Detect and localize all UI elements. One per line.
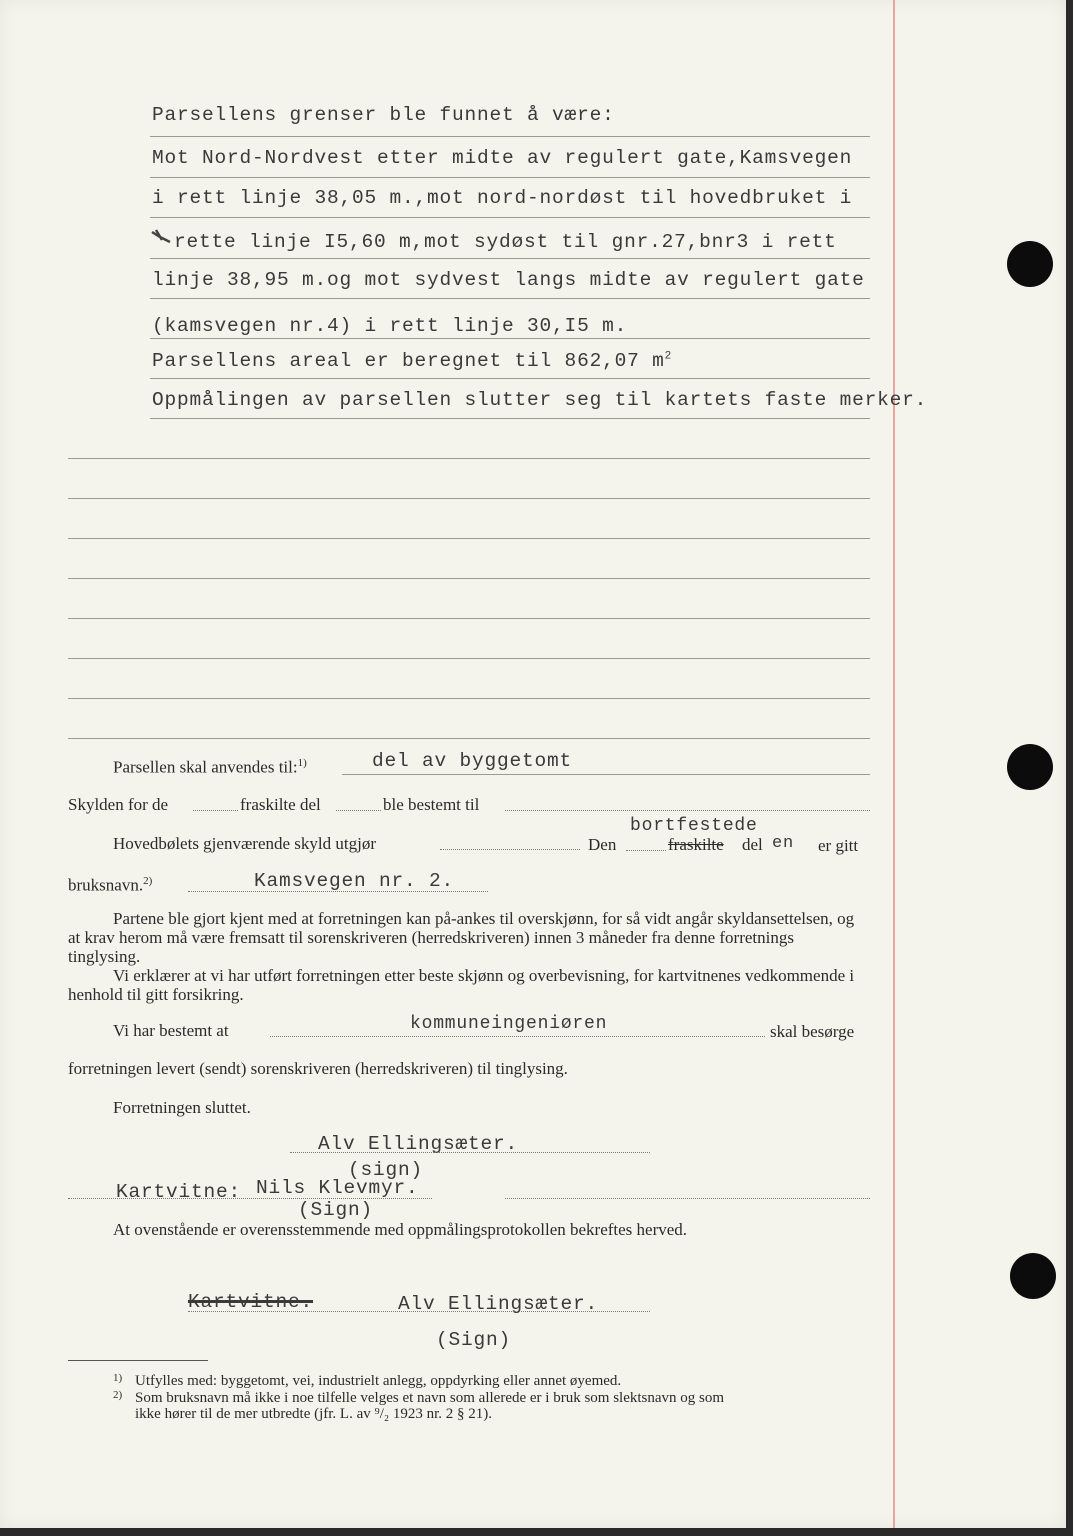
ruled-line — [150, 217, 870, 218]
kartvitne-label: Kartvitne: — [116, 1181, 242, 1203]
ruled-line — [150, 338, 870, 339]
signature-sign-3: (Sign) — [436, 1329, 512, 1351]
anvendes-value: del av byggetomt — [372, 750, 573, 772]
ruled-line — [68, 498, 870, 499]
ruled-line — [150, 378, 870, 379]
bortfestede-value: bortfestede — [630, 816, 758, 836]
footnote-1: Utfylles med: byggetomt, vei, industrielt anlegg, oppdyrking eller annet øyemed. — [135, 1373, 622, 1389]
signature-name-3: Alv Ellingsæter. — [398, 1293, 599, 1315]
typed-line-4: rette linje I5,60 m,mot sydøst til gnr.27,bnr3 i rett — [174, 231, 837, 253]
dotted-line — [626, 850, 666, 851]
bruksnavn-value: Kamsvegen nr. 2. — [254, 870, 455, 892]
struck-kartvitne: Kartvitne. — [188, 1291, 314, 1313]
ruled-line — [68, 458, 870, 459]
signature-line — [505, 1198, 870, 1199]
typed-line-7 — [152, 350, 672, 372]
ruled-line — [68, 658, 870, 659]
er-gitt-label: er gitt — [818, 836, 859, 855]
hoved-label: Hovedbølets gjenværende skyld utgjør — [113, 834, 376, 853]
typed-line-6: (kamsvegen nr.4) i rett linje 30,I5 m. — [152, 315, 628, 337]
area-superscript: 2 — [664, 350, 672, 363]
ruled-line — [150, 177, 870, 178]
signature-sign-1: (sign) — [348, 1159, 424, 1181]
bruksnavn-label: bruksnavn.$^{2)}$ — [68, 875, 153, 895]
footnote-2-mark: 2) — [113, 1389, 123, 1401]
typed-line-1: Parsellens grenser ble funnet å være: — [152, 104, 615, 126]
ruled-line — [68, 698, 870, 699]
signature-sign-2: (Sign) — [298, 1199, 374, 1221]
dotted-line — [270, 1036, 765, 1037]
ruled-line — [68, 578, 870, 579]
dotted-line — [188, 891, 488, 892]
signature-name-1: Alv Ellingsæter. — [318, 1133, 519, 1155]
den-label: Den — [588, 835, 617, 854]
typed-line-5: linje 38,95 m.og mot sydvest langs midte av regulert gate — [152, 269, 865, 291]
ruled-line — [150, 258, 870, 259]
bestemt-label: Vi har bestemt at — [113, 1021, 229, 1040]
footnote-1-mark: 1) — [113, 1372, 123, 1384]
footnote-2b: ikke hører til de mer utbredte (jfr. L. av ⁹/₂ 1923 nr. 2 § 21). — [135, 1406, 493, 1422]
area-text: Parsellens areal er beregnet til 862,07 m — [152, 350, 665, 372]
delen-label-a: del — [742, 835, 763, 854]
ruled-line — [68, 738, 870, 739]
typed-line-3: i rett linje 38,05 m.,mot nord-nordøst til hovedbruket i — [152, 187, 853, 209]
dotted-line — [505, 810, 870, 811]
ink-mark — [150, 228, 172, 246]
ruled-line — [68, 538, 870, 539]
ruled-line — [150, 418, 870, 419]
footnote-2a: Som bruksnavn må ikke i noe tilfelle velges et navn som allerede er i bruk som slektsnavn og som — [135, 1390, 725, 1406]
skylden-label-b: fraskilte del — [240, 795, 321, 814]
sluttet-line: Forretningen sluttet. — [113, 1098, 251, 1117]
signature-name-2: Nils Klevmyr. — [256, 1177, 419, 1199]
skal-besorge-label: skal besørge — [770, 1022, 855, 1041]
punch-hole-middle — [1007, 744, 1053, 790]
anvendes-label: Parsellen skal anvendes til:$^{1)}$ — [113, 757, 307, 777]
ruled-line — [150, 298, 870, 299]
signature-line — [290, 1152, 650, 1153]
punch-hole-bottom — [1010, 1253, 1056, 1299]
dotted-line — [193, 810, 238, 811]
skylden-label-a: Skylden for de — [68, 795, 169, 814]
levert-line: forretningen levert (sendt) sorenskriveren (herredskriveren) til tinglysing. — [68, 1059, 568, 1078]
signature-line — [68, 1198, 432, 1199]
typed-line-2: Mot Nord-Nordvest etter midte av regulert gate,Kamsvegen — [152, 147, 853, 169]
declaration-paragraph: Vi erklærer at vi har utført forretningen etter beste skjønn og overbevisning, for kartvitnenes vedkommende i henhold til gitt forsikring. — [68, 966, 855, 1004]
ruled-line — [68, 618, 870, 619]
skylden-label-c: ble bestemt til — [383, 795, 480, 814]
certify-line: At ovenstående er overensstemmende med oppmålingsprotokollen bekreftes herved. — [113, 1220, 688, 1239]
fraskilte-struck: fraskilte — [668, 835, 724, 854]
ruled-line — [150, 136, 870, 137]
delen-label-b: en — [772, 834, 795, 853]
dotted-line — [336, 810, 381, 811]
anvendes-line — [342, 774, 870, 775]
bestemt-value: kommuneingeniøren — [410, 1014, 608, 1034]
signature-line — [188, 1311, 650, 1312]
typed-line-8: Oppmålingen av parsellen slutter seg til kartets faste merker. — [152, 389, 928, 411]
footnote-rule — [68, 1360, 208, 1361]
appeal-paragraph: Partene ble gjort kjent med at forretningen kan på-ankes til overskjønn, for så vidt angår skyldansettelsen, og at krav herom må være fremsatt til sorenskriveren (herredskriveren) innen 3 måneder fra denne forretnings tinglysing. — [68, 909, 855, 966]
punch-hole-top — [1007, 241, 1053, 287]
dotted-line — [440, 849, 580, 850]
red-margin-line — [893, 0, 895, 1528]
